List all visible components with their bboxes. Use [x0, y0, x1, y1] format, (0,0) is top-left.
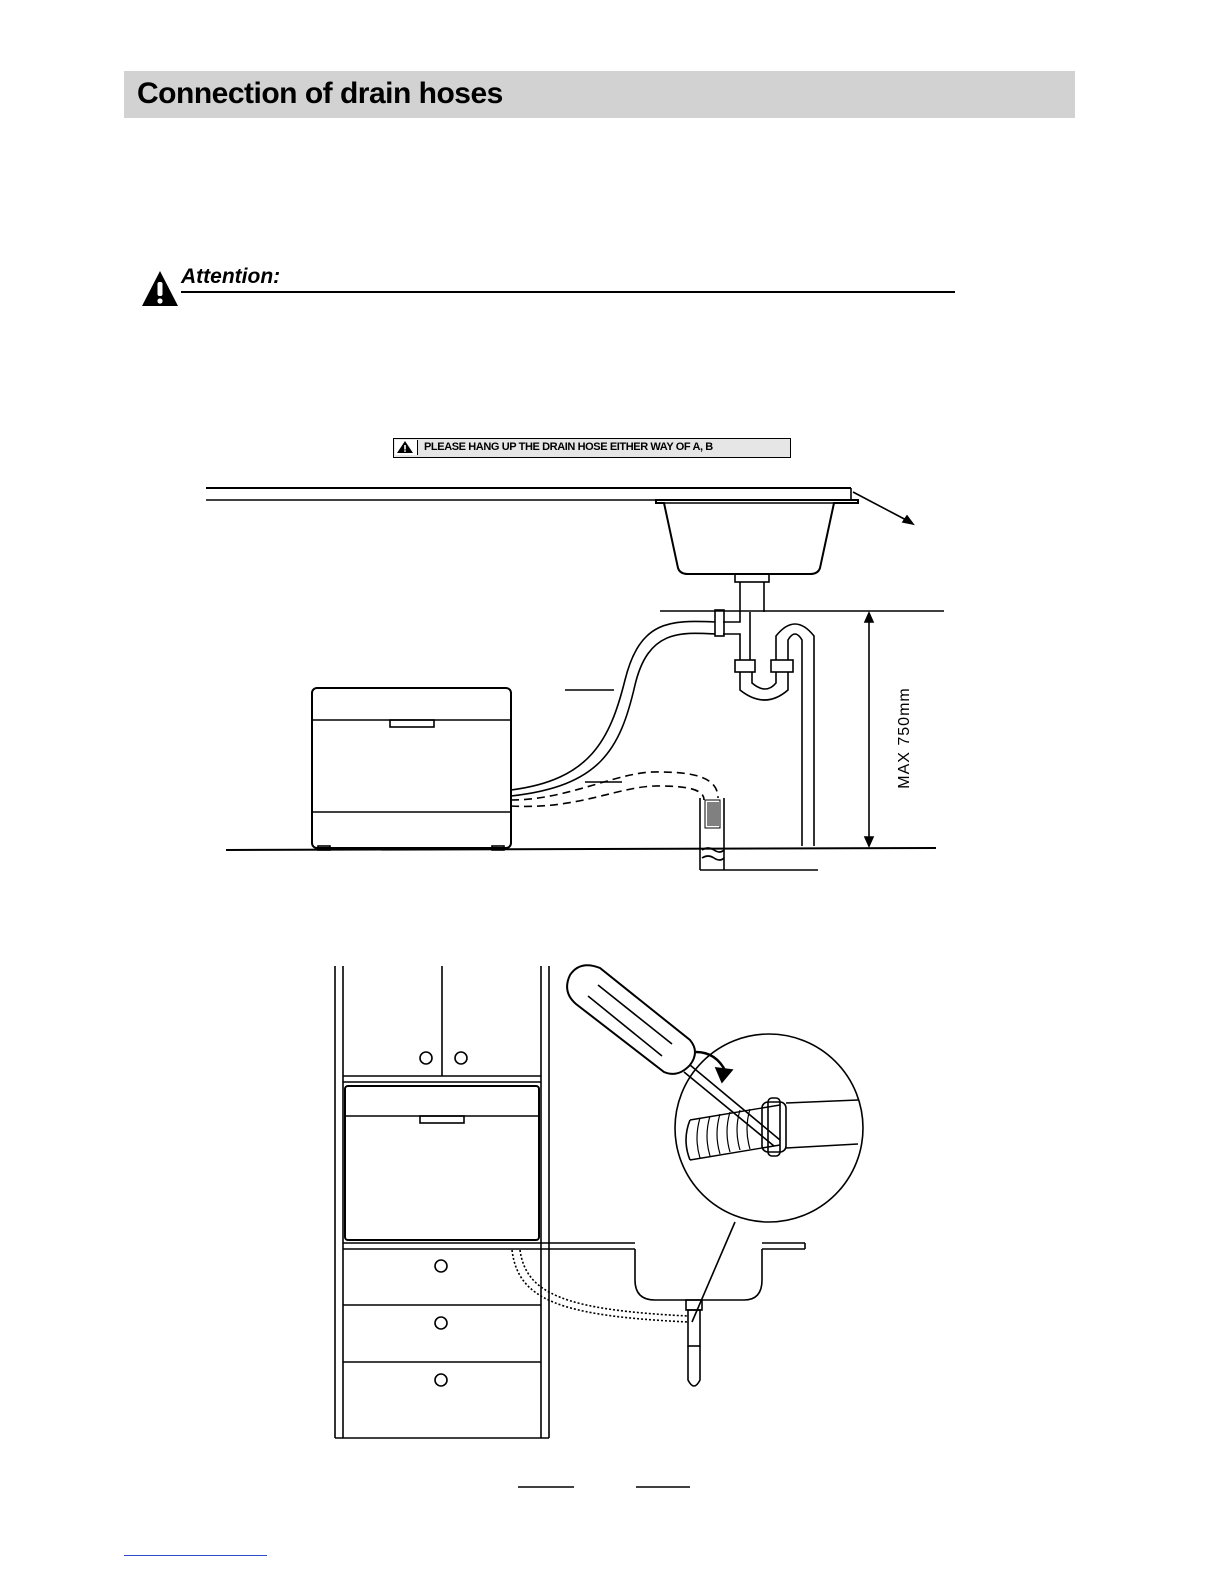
attention-label: Attention: — [181, 265, 281, 288]
banner-text: PLEASE HANG UP THE DRAIN HOSE EITHER WAY OF A, B — [424, 441, 713, 453]
footer-link-underline — [124, 1555, 267, 1556]
max-height-label: MAX 750mm — [896, 687, 913, 789]
page-title: Connection of drain hoses — [137, 77, 503, 110]
